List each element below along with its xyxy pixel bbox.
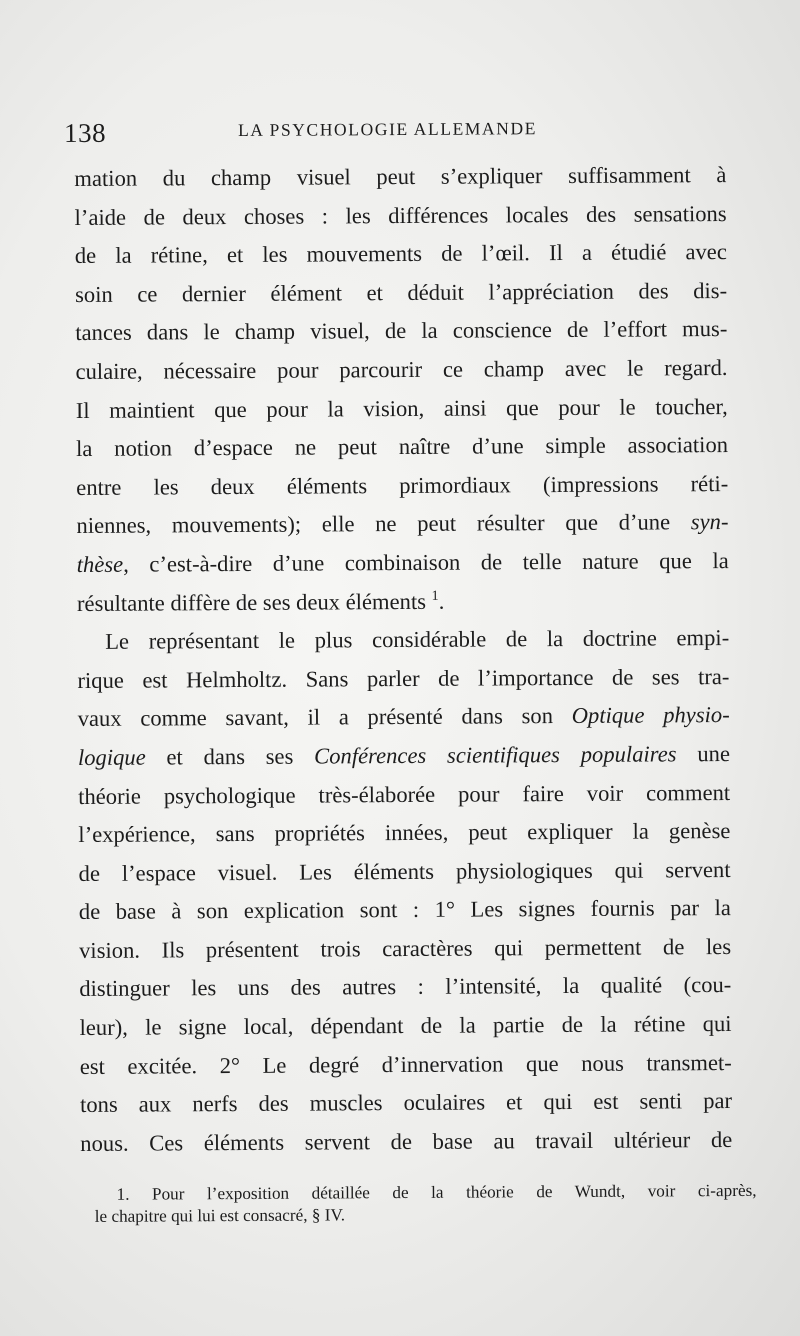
text-segment: et dans ses [166, 743, 294, 770]
text-line: l’expérience, sans propriétés innées, peut expliquer la genèse [78, 818, 731, 848]
text-line [77, 542, 729, 585]
text-line: Il maintient que pour la vision, ainsi que pour le toucher, [75, 393, 728, 423]
text-line: tons aux nerfs des muscles oculaires et qui est senti par [79, 1088, 733, 1118]
text-line: nous. Ces éléments servent de base au travail ultérieur de [80, 1126, 733, 1156]
text-line: est excitée. 2° Le degré d’innervation que nous transmet- [79, 1049, 732, 1079]
italic-title: logique [77, 744, 146, 770]
text-segment: , c’est-à-dire d’une combinaison de telle nature que la [123, 547, 729, 577]
text-line: distinguer les uns des autres : l’intensité, la qualité (cou- [79, 972, 732, 1002]
text-segment: vaux comme savant, il a présenté dans son [77, 703, 554, 732]
book-page [64, 114, 757, 1226]
text-segment: niennes, mouvements); elle ne peut résulter que d’une [76, 509, 671, 539]
text-line: soin ce dernier élément et déduit l’appréciation des dis- [75, 277, 728, 307]
text-line: vision. Ils présentent trois caractères qui permettent de les [79, 933, 732, 963]
text-line: culaire, nécessaire pour parcourir ce champ avec le regard. [75, 354, 728, 384]
italic-word: syn- [690, 509, 729, 535]
footnote-line: le chapitre qui lui est consacré, § IV. [94, 1205, 346, 1226]
text-line: Le représentant le plus considérable de la doctrine empi- [105, 625, 730, 654]
text-line: l’aide de deux choses : les différences locales des sensations [74, 200, 727, 230]
italic-word: thèse [76, 551, 124, 577]
italic-title: Optique physio- [571, 702, 730, 729]
page-header [64, 114, 734, 158]
text-line [78, 696, 730, 739]
text-line: tances dans le champ visuel, de la conscience de l’effort mus- [75, 316, 728, 346]
footnote-marker: 1 [431, 588, 439, 604]
text-line: théorie psychologique très-élaborée pour faire voir comment [78, 779, 731, 809]
text-line: la notion d’espace ne peut naître d’une simple association [75, 432, 729, 462]
text-line [78, 735, 730, 778]
footnote [95, 1180, 757, 1228]
text-line: leur), le signe local, dépendant de la partie de la rétine qui [79, 1011, 732, 1041]
text-line: rique est Helmholtz. Sans parler de l’importance de ses tra- [77, 663, 730, 693]
text-line: mation du champ visuel peut s’expliquer suffisamment à [74, 162, 727, 191]
footnote-line: 1. Pour l’exposition détaillée de la théorie de Wundt, voir ci-après, [116, 1180, 757, 1204]
italic-title: Conférences scientifiques populaires [314, 741, 677, 769]
text-segment: une [697, 740, 731, 767]
text-segment: résultante diffère de ses deux éléments [76, 588, 427, 616]
page-number: 138 [64, 117, 107, 149]
text-line [77, 581, 729, 624]
text-segment: . [438, 588, 445, 614]
text-line [76, 503, 728, 546]
text-line: de base à son explication sont : 1° Les signes fournis par la [78, 895, 731, 925]
body-text [74, 156, 740, 1163]
text-line: entre les deux éléments primordiaux (impressions réti- [76, 470, 729, 500]
running-head: LA PSYCHOLOGIE ALLEMANDE [238, 118, 538, 140]
text-line: de l’espace visuel. Les éléments physiologiques qui servent [78, 856, 731, 886]
text-line: de la rétine, et les mouvements de l’œil. Il a étudié avec [74, 239, 727, 269]
